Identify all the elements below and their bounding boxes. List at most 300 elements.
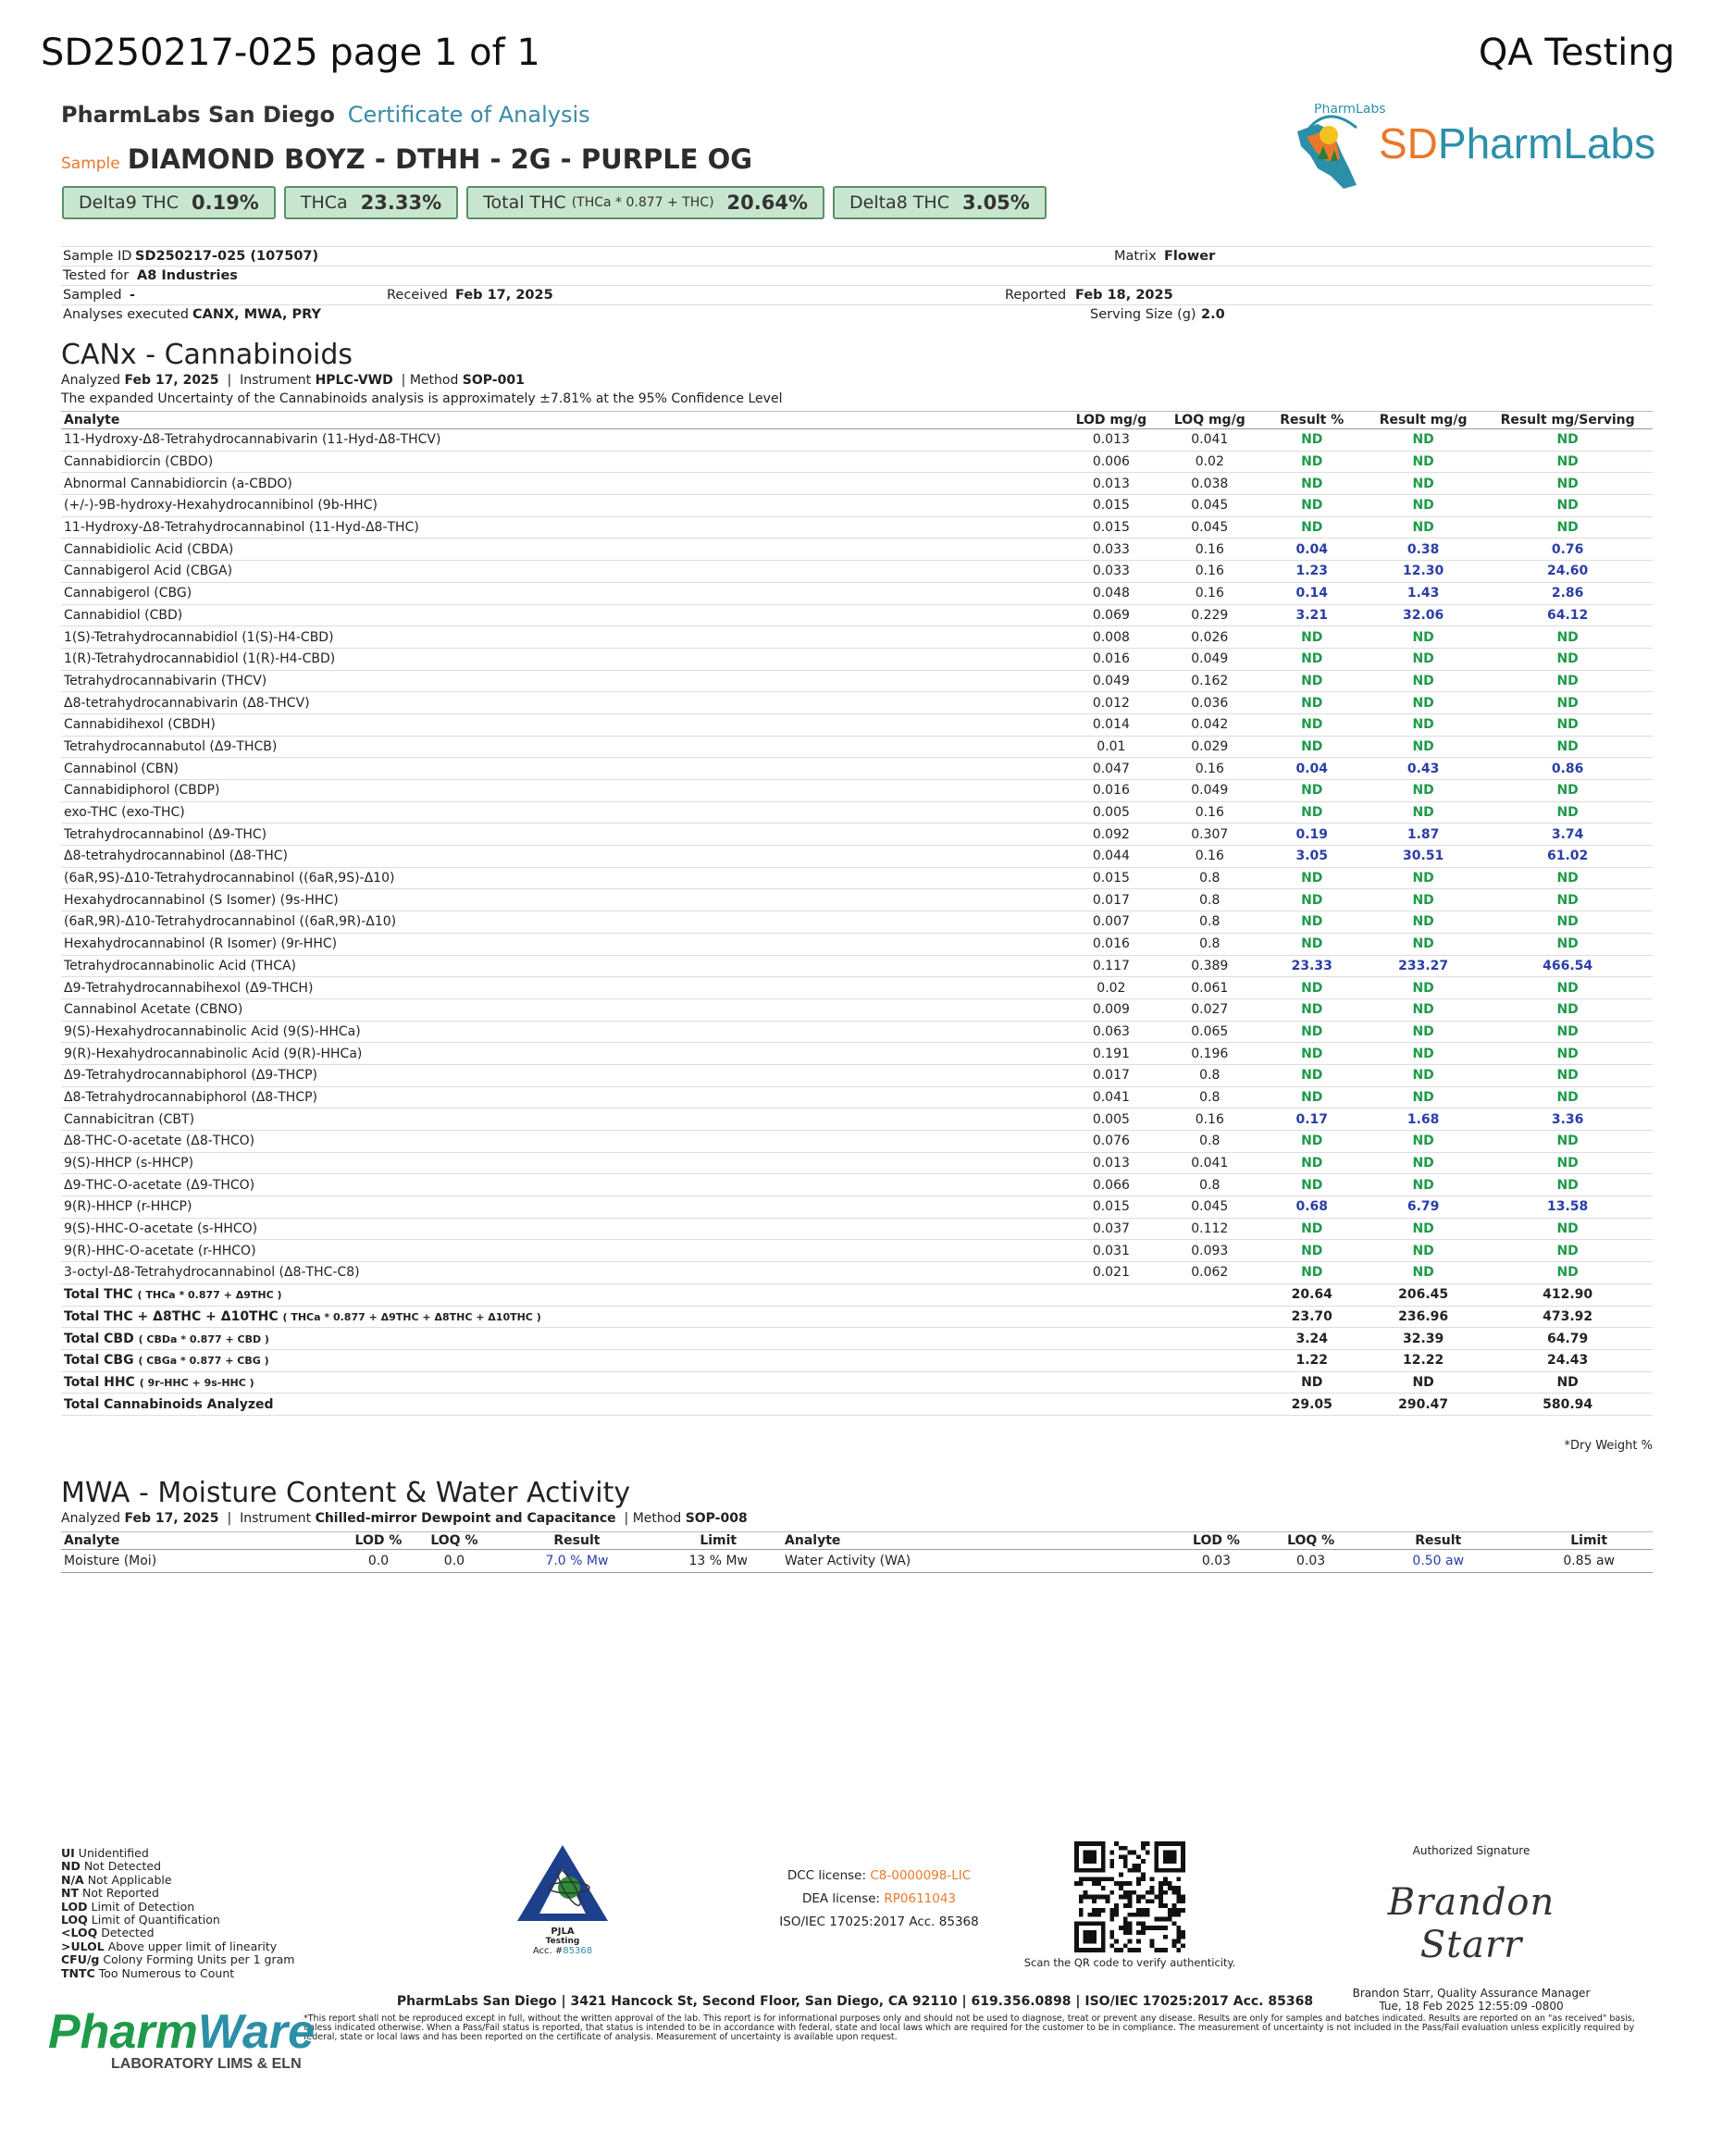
table-row [61, 429, 1653, 452]
result-mgs-cell: ND [1482, 1174, 1653, 1196]
pharmware-name1: Pharm [48, 2005, 198, 2059]
badge-delta8-thc [833, 186, 1047, 219]
table-row [61, 824, 1653, 846]
result-mgs-cell: 64.12 [1482, 604, 1653, 626]
analyzed-label: Analyzed [61, 1511, 121, 1526]
result-mgs-cell: ND [1482, 889, 1653, 911]
legend-meaning: Not Reported [81, 1886, 159, 1901]
table-row [61, 1064, 1653, 1086]
table-row [61, 977, 1653, 999]
canx-section-header [61, 339, 782, 406]
result-pct-cell: ND [1259, 1043, 1364, 1065]
empty-cell [1159, 1371, 1259, 1394]
lod-cell: 0.033 [1063, 539, 1159, 561]
result-mgs-cell: ND [1482, 1064, 1653, 1086]
result-pct-cell: 3.05 [1259, 846, 1364, 868]
col-lod-2: LOD % [1162, 1532, 1270, 1550]
result-mgg-cell: ND [1364, 977, 1482, 999]
result-mgg-cell: ND [1364, 516, 1482, 539]
result-pct-cell: ND [1259, 713, 1364, 736]
instrument-label: Instrument [240, 373, 312, 388]
total-mgg-cell: 12.22 [1364, 1349, 1482, 1371]
table-header-row [61, 1532, 1653, 1550]
result-mgs-cell: ND [1482, 911, 1653, 934]
table-row [61, 1262, 1653, 1284]
result-mgs-cell: ND [1482, 1086, 1653, 1109]
total-mgs-cell: 473.92 [1482, 1306, 1653, 1328]
loq-cell: 0.038 [1159, 473, 1259, 495]
result-mgg-cell: ND [1364, 1240, 1482, 1262]
qr-block [1014, 1841, 1245, 1969]
result-pct-cell: ND [1259, 867, 1364, 889]
loq-cell: 0.16 [1159, 539, 1259, 561]
total-mgs-cell: 64.79 [1482, 1328, 1653, 1350]
analyte-cell: Cannabidiol (CBD) [61, 604, 1063, 626]
table-row [61, 648, 1653, 670]
uncertainty-note: The expanded Uncertainty of the Cannabinoids analysis is approximately ±7.81% at the 95% Confidence Level [61, 391, 783, 406]
lod-cell: 0.037 [1063, 1218, 1159, 1240]
dcc-label: DCC license: [787, 1868, 867, 1883]
sampled-value: - [130, 288, 136, 303]
table-row [61, 801, 1653, 824]
potency-badges [62, 186, 1047, 219]
loq-cell: 0.162 [1159, 670, 1259, 692]
result-pct-cell: ND [1259, 451, 1364, 473]
badge-label: Delta9 THC [79, 192, 179, 213]
total-pct-cell: 3.24 [1259, 1328, 1364, 1350]
loq-cell: 0.16 [1159, 1109, 1259, 1131]
result-pct-cell: ND [1259, 1174, 1364, 1196]
result-mgs-cell: 3.74 [1482, 824, 1653, 846]
col-result-mgs: Result mg/Serving [1482, 412, 1653, 429]
result-pct-cell: ND [1259, 692, 1364, 714]
table-row [61, 998, 1653, 1021]
total-label-cell [61, 1306, 1063, 1328]
table-row [61, 1109, 1653, 1131]
analyte-cell: Tetrahydrocannabinol (Δ9-THC) [61, 824, 1063, 846]
signature-title: Authorized Signature [1412, 1844, 1530, 1857]
result-mgs-cell: 24.60 [1482, 561, 1653, 583]
result-pct-cell: 0.04 [1259, 539, 1364, 561]
result-pct-cell: ND [1259, 977, 1364, 999]
analyte-cell: Δ8-Tetrahydrocannabiphorol (Δ8-THCP) [61, 1086, 1063, 1109]
lod-cell: 0.015 [1063, 1196, 1159, 1219]
result-pct-cell: ND [1259, 911, 1364, 934]
canx-analyzed-line: Analyzed Feb 17, 2025 | Instrument HPLC-VWD | Method SOP-001 [61, 373, 525, 388]
loq-cell: 0.027 [1159, 998, 1259, 1021]
badge-thca [284, 186, 458, 219]
sample-heading [61, 143, 752, 175]
mwa-analyzed-line: Analyzed Feb 17, 2025 | Instrument Chilled-mirror Dewpoint and Capacitance | Method SOP-008 [61, 1511, 748, 1526]
total-mgs-cell: 580.94 [1482, 1394, 1653, 1416]
analyte-cell: exo-THC (exo-THC) [61, 801, 1063, 824]
footer-disclaimer: *This report shall not be reproduced except in full, without the written approval of the lab. This report is for informational purposes only and should not be used to diagnose, treat or prevent any disease. Results are only for samples and batches indicated. Results are reported on an "as received" basis, unless indicated otherwise. When a Pass/Fail status is reported, that status is intended to be in accordance with federal, state and local laws which are required for the customer to be in compliance. The measurement of uncertainty is not included in the Pass/Fail evaluation unless explicitly required by federal, state or local laws and has been reported on the certificate of analysis. Measurement of uncertainty is available upon request. [304, 2014, 1635, 2042]
total-label: Total Cannabinoids Analyzed [64, 1396, 274, 1412]
result-mgs-cell: ND [1482, 998, 1653, 1021]
loq-cell: 0.8 [1159, 889, 1259, 911]
result-pct-cell: ND [1259, 933, 1364, 955]
total-formula: ( CBDa * 0.877 + CBD ) [138, 1332, 269, 1345]
moisture-analyte: Moisture (Moi) [61, 1550, 348, 1573]
result-mgg-cell: ND [1364, 626, 1482, 649]
loq-cell: 0.8 [1159, 911, 1259, 934]
lod-cell: 0.01 [1063, 736, 1159, 758]
table-row [61, 582, 1653, 604]
analyte-cell: Cannabidiphorol (CBDP) [61, 780, 1063, 802]
logo-pharmlabs: PharmLabs [1437, 119, 1656, 167]
pharmware-logo [48, 2005, 316, 2073]
analyte-cell: 11-Hydroxy-Δ8-Tetrahydrocannabinol (11-Hyd-Δ8-THC) [61, 516, 1063, 539]
legend-item [61, 1887, 294, 1900]
lod-cell: 0.016 [1063, 648, 1159, 670]
result-mgg-cell: ND [1364, 1262, 1482, 1284]
badge-total-thc [466, 186, 824, 219]
cannabinoids-table [61, 411, 1653, 1416]
analyte-cell: Cannabicitran (CBT) [61, 1109, 1063, 1131]
water-activity-limit: 0.85 aw [1525, 1550, 1653, 1573]
legend-abbr: <LOQ [61, 1926, 98, 1940]
total-pct-cell: 20.64 [1259, 1283, 1364, 1306]
result-mgs-cell: 0.76 [1482, 539, 1653, 561]
matrix-label: Matrix [1114, 249, 1157, 264]
loq-cell: 0.062 [1159, 1262, 1259, 1284]
loq-cell: 0.029 [1159, 736, 1259, 758]
legend-item [61, 1967, 294, 1980]
badge-value: 0.19% [191, 192, 259, 214]
empty-cell [1159, 1306, 1259, 1328]
pjla-logo-icon [512, 1841, 613, 1925]
loq-cell: 0.8 [1159, 1064, 1259, 1086]
dea-label: DEA license: [801, 1891, 881, 1906]
table-header-row [61, 412, 1653, 429]
signer-name: Brandon Starr, Quality Assurance Manager [1352, 1987, 1591, 2000]
legend-meaning: Unidentified [78, 1846, 149, 1860]
moisture-loq: 0.0 [409, 1550, 499, 1573]
result-pct-cell: ND [1259, 1152, 1364, 1174]
total-label-cell [61, 1371, 1063, 1394]
serving-size-value: 2.0 [1201, 307, 1225, 322]
result-mgs-cell: ND [1482, 1152, 1653, 1174]
total-label: Total HHC [64, 1374, 135, 1390]
total-mgg-cell: 32.39 [1364, 1328, 1482, 1350]
table-row [61, 1550, 1653, 1573]
legend-abbr: UI [61, 1846, 75, 1860]
analyte-cell: Tetrahydrocannabutol (Δ9-THCB) [61, 736, 1063, 758]
total-mgg-cell: 290.47 [1364, 1394, 1482, 1416]
pharmware-sub: LABORATORY LIMS & ELN [111, 2056, 302, 2072]
table-row [61, 713, 1653, 736]
method-label: Method [409, 373, 459, 388]
loq-cell: 0.02 [1159, 451, 1259, 473]
analyte-cell: 1(R)-Tetrahydrocannabidiol (1(R)-H4-CBD) [61, 648, 1063, 670]
analyte-cell: Cannabidiolic Acid (CBDA) [61, 539, 1063, 561]
result-mgs-cell: ND [1482, 1240, 1653, 1262]
result-mgg-cell: 32.06 [1364, 604, 1482, 626]
lod-cell: 0.005 [1063, 801, 1159, 824]
analyzed-label: Analyzed [61, 373, 121, 388]
result-mgg-cell: ND [1364, 648, 1482, 670]
result-mgs-cell: ND [1482, 1021, 1653, 1043]
result-mgs-cell: ND [1482, 451, 1653, 473]
lod-cell: 0.076 [1063, 1131, 1159, 1153]
table-row [61, 1174, 1653, 1196]
legend-item [61, 1901, 294, 1914]
col-result: Result [499, 1532, 654, 1550]
analyte-cell: 9(R)-Hexahydrocannabinolic Acid (9(R)-HHCa) [61, 1043, 1063, 1065]
result-mgs-cell: ND [1482, 1131, 1653, 1153]
lod-cell: 0.191 [1063, 1043, 1159, 1065]
legend-meaning: Colony Forming Units per 1 gram [103, 1952, 295, 1967]
report-id: SD250217-025 page 1 of 1 [41, 31, 540, 74]
result-mgg-cell: ND [1364, 1086, 1482, 1109]
total-formula: ( THCa * 0.877 + Δ9THC ) [137, 1289, 282, 1302]
loq-cell: 0.16 [1159, 561, 1259, 583]
result-mgs-cell: 3.36 [1482, 1109, 1653, 1131]
total-label-cell [61, 1283, 1063, 1306]
total-label-cell [61, 1328, 1063, 1350]
result-pct-cell: ND [1259, 1021, 1364, 1043]
result-pct-cell: 3.21 [1259, 604, 1364, 626]
analyte-cell: Δ8-THC-O-acetate (Δ8-THCO) [61, 1131, 1063, 1153]
result-mgs-cell: ND [1482, 1043, 1653, 1065]
total-pct-cell: 23.70 [1259, 1306, 1364, 1328]
total-mgg-cell: ND [1364, 1371, 1482, 1394]
legend-meaning: Detected [101, 1926, 155, 1940]
empty-cell [1063, 1328, 1159, 1350]
dcc-license: C8-0000098-LIC [870, 1868, 972, 1883]
lod-cell: 0.015 [1063, 495, 1159, 517]
table-row [61, 780, 1653, 802]
lod-cell: 0.017 [1063, 889, 1159, 911]
result-mgs-cell: ND [1482, 692, 1653, 714]
badge-value: 20.64% [726, 192, 808, 214]
analyte-cell: (6aR,9R)-Δ10-Tetrahydrocannabinol ((6aR,9R)-Δ10) [61, 911, 1063, 934]
table-row [61, 955, 1653, 977]
empty-cell [1159, 1328, 1259, 1350]
legend-item [61, 1860, 294, 1873]
loq-cell: 0.389 [1159, 955, 1259, 977]
total-formula: ( CBGa * 0.877 + CBG ) [138, 1355, 269, 1368]
result-mgg-cell: ND [1364, 933, 1482, 955]
mwa-table [61, 1531, 1653, 1573]
empty-cell [1063, 1283, 1159, 1306]
qr-code-icon[interactable] [1074, 1841, 1185, 1952]
analyte-cell: Cannabinol Acetate (CBNO) [61, 998, 1063, 1021]
analyte-cell: Cannabigerol (CBG) [61, 582, 1063, 604]
table-row [61, 1196, 1653, 1219]
loq-cell: 0.8 [1159, 867, 1259, 889]
loq-cell: 0.16 [1159, 846, 1259, 868]
lod-cell: 0.009 [1063, 998, 1159, 1021]
legend-abbr: N/A [61, 1872, 84, 1887]
result-mgg-cell: ND [1364, 911, 1482, 934]
analyte-cell: 3-octyl-Δ8-Tetrahydrocannabinol (Δ8-THC-C8) [61, 1262, 1063, 1284]
table-row [61, 1043, 1653, 1065]
result-pct-cell: ND [1259, 1086, 1364, 1109]
total-mgg-cell: 206.45 [1364, 1283, 1482, 1306]
logo-sd: SD [1379, 119, 1438, 167]
legend-item [61, 1874, 294, 1887]
analyte-cell: 9(R)-HHCP (r-HHCP) [61, 1196, 1063, 1219]
lod-cell: 0.006 [1063, 451, 1159, 473]
col-lod: LOD mg/g [1063, 412, 1159, 429]
water-activity-analyte: Water Activity (WA) [782, 1550, 1162, 1573]
received-value: Feb 17, 2025 [455, 288, 553, 303]
lod-cell: 0.008 [1063, 626, 1159, 649]
table-row [61, 1152, 1653, 1174]
analyte-cell: Δ9-THC-O-acetate (Δ9-THCO) [61, 1174, 1063, 1196]
total-label: Total THC [64, 1287, 133, 1303]
instrument-label: Instrument [240, 1511, 312, 1526]
lod-cell: 0.005 [1063, 1109, 1159, 1131]
table-row [61, 911, 1653, 934]
analyte-cell: Hexahydrocannabinol (R Isomer) (9r-HHC) [61, 933, 1063, 955]
total-pct-cell: 29.05 [1259, 1394, 1364, 1416]
result-mgg-cell: ND [1364, 998, 1482, 1021]
table-row [61, 692, 1653, 714]
total-formula: ( 9r-HHC + 9s-HHC ) [139, 1376, 254, 1389]
result-mgg-cell: 30.51 [1364, 846, 1482, 868]
result-mgg-cell: ND [1364, 801, 1482, 824]
result-pct-cell: ND [1259, 889, 1364, 911]
loq-cell: 0.8 [1159, 933, 1259, 955]
legend-item [61, 1914, 294, 1927]
reported-label: Reported [1005, 288, 1067, 303]
pjla-acc-label: Acc. # [532, 1946, 564, 1956]
loq-cell: 0.045 [1159, 1196, 1259, 1219]
analyses-value: CANX, MWA, PRY [192, 307, 322, 322]
table-row [61, 1240, 1653, 1262]
result-pct-cell: ND [1259, 1131, 1364, 1153]
loq-cell: 0.065 [1159, 1021, 1259, 1043]
col-lod: LOD % [348, 1532, 410, 1550]
analyte-cell: Tetrahydrocannabivarin (THCV) [61, 670, 1063, 692]
sample-metadata [61, 246, 1653, 324]
result-mgs-cell: ND [1482, 626, 1653, 649]
table-row [61, 670, 1653, 692]
total-label-cell [61, 1349, 1063, 1371]
legend-item [61, 1940, 294, 1953]
analyte-cell: Cannabinol (CBN) [61, 758, 1063, 780]
table-row [61, 758, 1653, 780]
result-mgs-cell: ND [1482, 429, 1653, 452]
legend-abbr: >ULOL [61, 1939, 105, 1953]
loq-cell: 0.036 [1159, 692, 1259, 714]
svg-text:PharmLabs: PharmLabs [1314, 104, 1386, 117]
col-result-pct: Result % [1259, 412, 1364, 429]
table-row [61, 1086, 1653, 1109]
loq-cell: 0.196 [1159, 1043, 1259, 1065]
analyte-cell: 1(S)-Tetrahydrocannabidiol (1(S)-H4-CBD) [61, 626, 1063, 649]
badge-value: 23.33% [360, 192, 442, 214]
iso-accreditation: ISO/IEC 17025:2017 Acc. 85368 [779, 1914, 979, 1929]
legend-item [61, 1927, 294, 1939]
loq-cell: 0.8 [1159, 1086, 1259, 1109]
total-row [61, 1394, 1653, 1416]
result-mgg-cell: 233.27 [1364, 955, 1482, 977]
loq-cell: 0.041 [1159, 1152, 1259, 1174]
empty-cell [1159, 1349, 1259, 1371]
result-pct-cell: ND [1259, 495, 1364, 517]
analyte-cell: 11-Hydroxy-Δ8-Tetrahydrocannabivarin (11-Hyd-Δ8-THCV) [61, 429, 1063, 452]
result-mgg-cell: 1.43 [1364, 582, 1482, 604]
table-row [61, 933, 1653, 955]
result-mgs-cell: ND [1482, 648, 1653, 670]
loq-cell: 0.045 [1159, 516, 1259, 539]
total-pct-cell: ND [1259, 1371, 1364, 1394]
loq-cell: 0.026 [1159, 626, 1259, 649]
empty-cell [1063, 1306, 1159, 1328]
total-label: Total CBG [64, 1353, 134, 1369]
col-result-mgg: Result mg/g [1364, 412, 1482, 429]
result-pct-cell: ND [1259, 473, 1364, 495]
result-mgg-cell: ND [1364, 670, 1482, 692]
result-pct-cell: 0.19 [1259, 824, 1364, 846]
result-pct-cell: ND [1259, 801, 1364, 824]
result-mgg-cell: ND [1364, 1021, 1482, 1043]
analyte-cell: (+/-)-9B-hydroxy-Hexahydrocannibinol (9b-HHC) [61, 495, 1063, 517]
total-pct-cell: 1.22 [1259, 1349, 1364, 1371]
lod-cell: 0.014 [1063, 713, 1159, 736]
footer-address: PharmLabs San Diego | 3421 Hancock St, Second Floor, San Diego, CA 92110 | 619.356.0898 | ISO/IEC 17025:2017 Acc. 85368 [396, 1994, 1314, 2009]
result-mgs-cell: ND [1482, 473, 1653, 495]
pjla-acc [507, 1946, 618, 1956]
result-mgs-cell: ND [1482, 867, 1653, 889]
moisture-lod: 0.0 [348, 1550, 410, 1573]
legend-meaning: Limit of Detection [91, 1899, 195, 1914]
qa-testing-title: QA Testing [1478, 31, 1675, 74]
water-activity-loq: 0.03 [1270, 1550, 1351, 1573]
lod-cell: 0.117 [1063, 955, 1159, 977]
signature-block [1332, 1844, 1610, 2013]
empty-cell [1063, 1349, 1159, 1371]
total-mgs-cell: ND [1482, 1371, 1653, 1394]
total-mgs-cell: 412.90 [1482, 1283, 1653, 1306]
result-mgs-cell: ND [1482, 780, 1653, 802]
loq-cell: 0.093 [1159, 1240, 1259, 1262]
empty-cell [1063, 1394, 1159, 1416]
loq-cell: 0.229 [1159, 604, 1259, 626]
result-mgg-cell: ND [1364, 1131, 1482, 1153]
table-row [61, 1131, 1653, 1153]
water-activity-lod: 0.03 [1162, 1550, 1270, 1573]
loq-cell: 0.061 [1159, 977, 1259, 999]
badge-value: 3.05% [961, 192, 1030, 214]
pjla-acc-number: 85368 [563, 1946, 593, 1956]
table-row [61, 867, 1653, 889]
result-pct-cell: 0.04 [1259, 758, 1364, 780]
result-mgs-cell: 61.02 [1482, 846, 1653, 868]
badge-label: THCa [300, 192, 348, 213]
method-value: SOP-001 [462, 373, 525, 388]
result-pct-cell: ND [1259, 1064, 1364, 1086]
received-label: Received [387, 288, 448, 303]
result-mgs-cell: ND [1482, 670, 1653, 692]
result-mgg-cell: 0.43 [1364, 758, 1482, 780]
result-mgs-cell: ND [1482, 977, 1653, 999]
analyzed-date: Feb 17, 2025 [124, 373, 219, 388]
col-result-2: Result [1351, 1532, 1525, 1550]
col-analyte: Analyte [61, 412, 1063, 429]
table-row [61, 846, 1653, 868]
legend-abbr: LOD [61, 1899, 88, 1914]
table-row [61, 1218, 1653, 1240]
result-mgg-cell: ND [1364, 1152, 1482, 1174]
sample-id-value: SD250217-025 (107507) [135, 249, 319, 264]
result-mgs-cell: ND [1482, 713, 1653, 736]
result-mgs-cell: 13.58 [1482, 1196, 1653, 1219]
result-pct-cell: ND [1259, 1240, 1364, 1262]
